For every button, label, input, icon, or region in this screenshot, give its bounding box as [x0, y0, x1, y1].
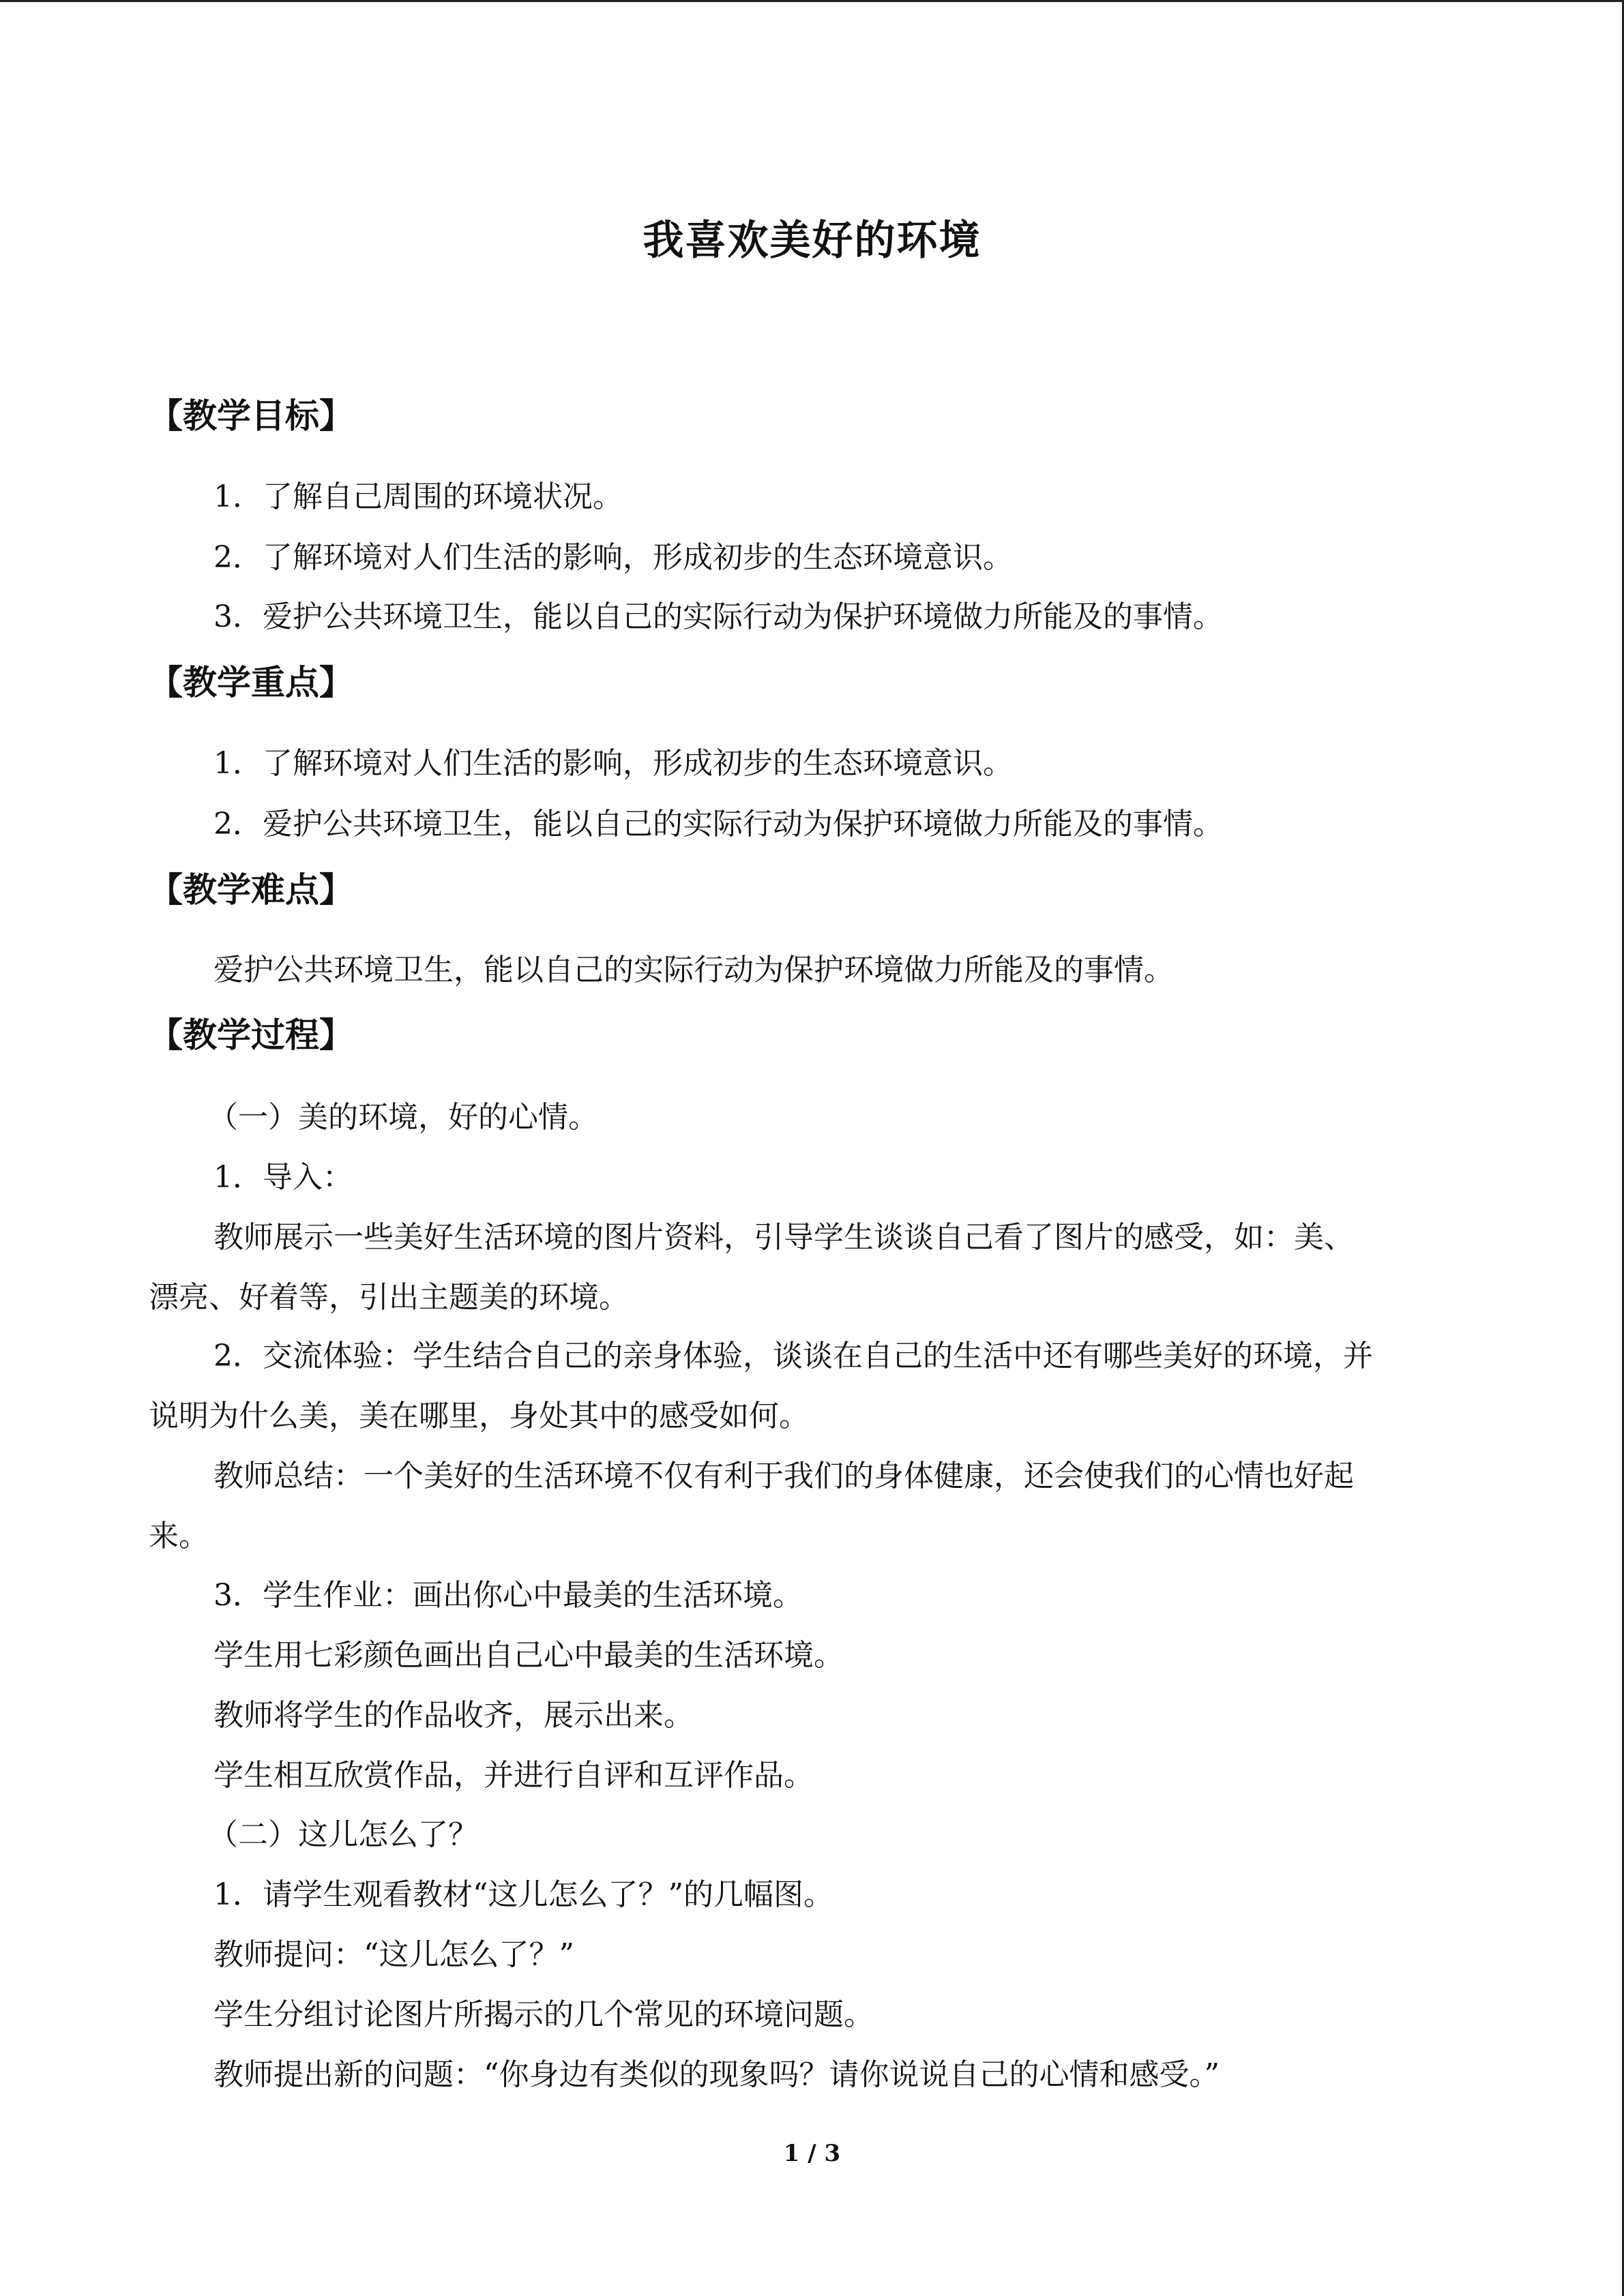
process-step3: 3．学生作业：画出你心中最美的生活环境。 — [213, 1578, 803, 1613]
process-part2-new-question: 教师提出新的问题：“你身边有类似的现象吗？请你说说自己的心情和感受。” — [213, 2057, 1220, 2092]
objective-item-3: 3．爱护公共环境卫生，能以自己的实际行动为保护环境做力所能及的事情。 — [213, 599, 1223, 634]
process-part2-discuss: 学生分组讨论图片所揭示的几个常见的环境问题。 — [213, 1997, 874, 2032]
objective-item-2: 2．了解环境对人们生活的影响，形成初步的生态环境意识。 — [213, 540, 1013, 575]
difficulty-text: 爱护公共环境卫生，能以自己的实际行动为保护环境做力所能及的事情。 — [213, 953, 1174, 987]
process-part2-question: 教师提问：“这儿怎么了？” — [213, 1937, 574, 1972]
process-step3-text3: 学生相互欣赏作品，并进行自评和互评作品。 — [213, 1758, 814, 1793]
heading-objectives: 【教学目标】 — [149, 396, 353, 436]
process-part2-step1: 1．请学生观看教材“这儿怎么了？”的几幅图。 — [213, 1877, 833, 1912]
process-step1-text-line1: 教师展示一些美好生活环境的图片资料，引导学生谈谈自己看了图片的感受，如：美、 — [213, 1220, 1354, 1255]
process-step3-text1: 学生用七彩颜色画出自己心中最美的生活环境。 — [213, 1638, 844, 1673]
heading-key-points: 【教学重点】 — [149, 663, 353, 702]
key-point-item-1: 1．了解环境对人们生活的影响，形成初步的生态环境意识。 — [213, 746, 1013, 781]
process-part1-title: （一）美的环境，好的心情。 — [208, 1100, 598, 1135]
page-number: 1 / 3 — [783, 2140, 841, 2167]
heading-process: 【教学过程】 — [149, 1015, 353, 1055]
process-part2-title: （二）这儿怎么了？ — [208, 1817, 478, 1852]
document-title: 我喜欢美好的环境 — [643, 217, 981, 265]
heading-difficulties: 【教学难点】 — [149, 870, 353, 910]
process-step3-text2: 教师将学生的作品收齐，展示出来。 — [213, 1698, 694, 1733]
process-summary-line1: 教师总结：一个美好的生活环境不仅有利于我们的身体健康，还会使我们的心情也好起 — [213, 1459, 1354, 1493]
key-point-item-2: 2．爱护公共环境卫生，能以自己的实际行动为保护环境做力所能及的事情。 — [213, 807, 1223, 841]
process-step1: 1．导入： — [213, 1160, 353, 1195]
process-step1-text-line2: 漂亮、好着等，引出主题美的环境。 — [149, 1280, 629, 1315]
process-summary-line2: 来。 — [149, 1519, 209, 1553]
process-step2-line1: 2．交流体验：学生结合自己的亲身体验，谈谈在自己的生活中还有哪些美好的环境，并 — [213, 1339, 1373, 1373]
process-step2-line2: 说明为什么美，美在哪里，身处其中的感受如何。 — [149, 1399, 809, 1433]
objective-item-1: 1．了解自己周围的环境状况。 — [213, 479, 623, 514]
